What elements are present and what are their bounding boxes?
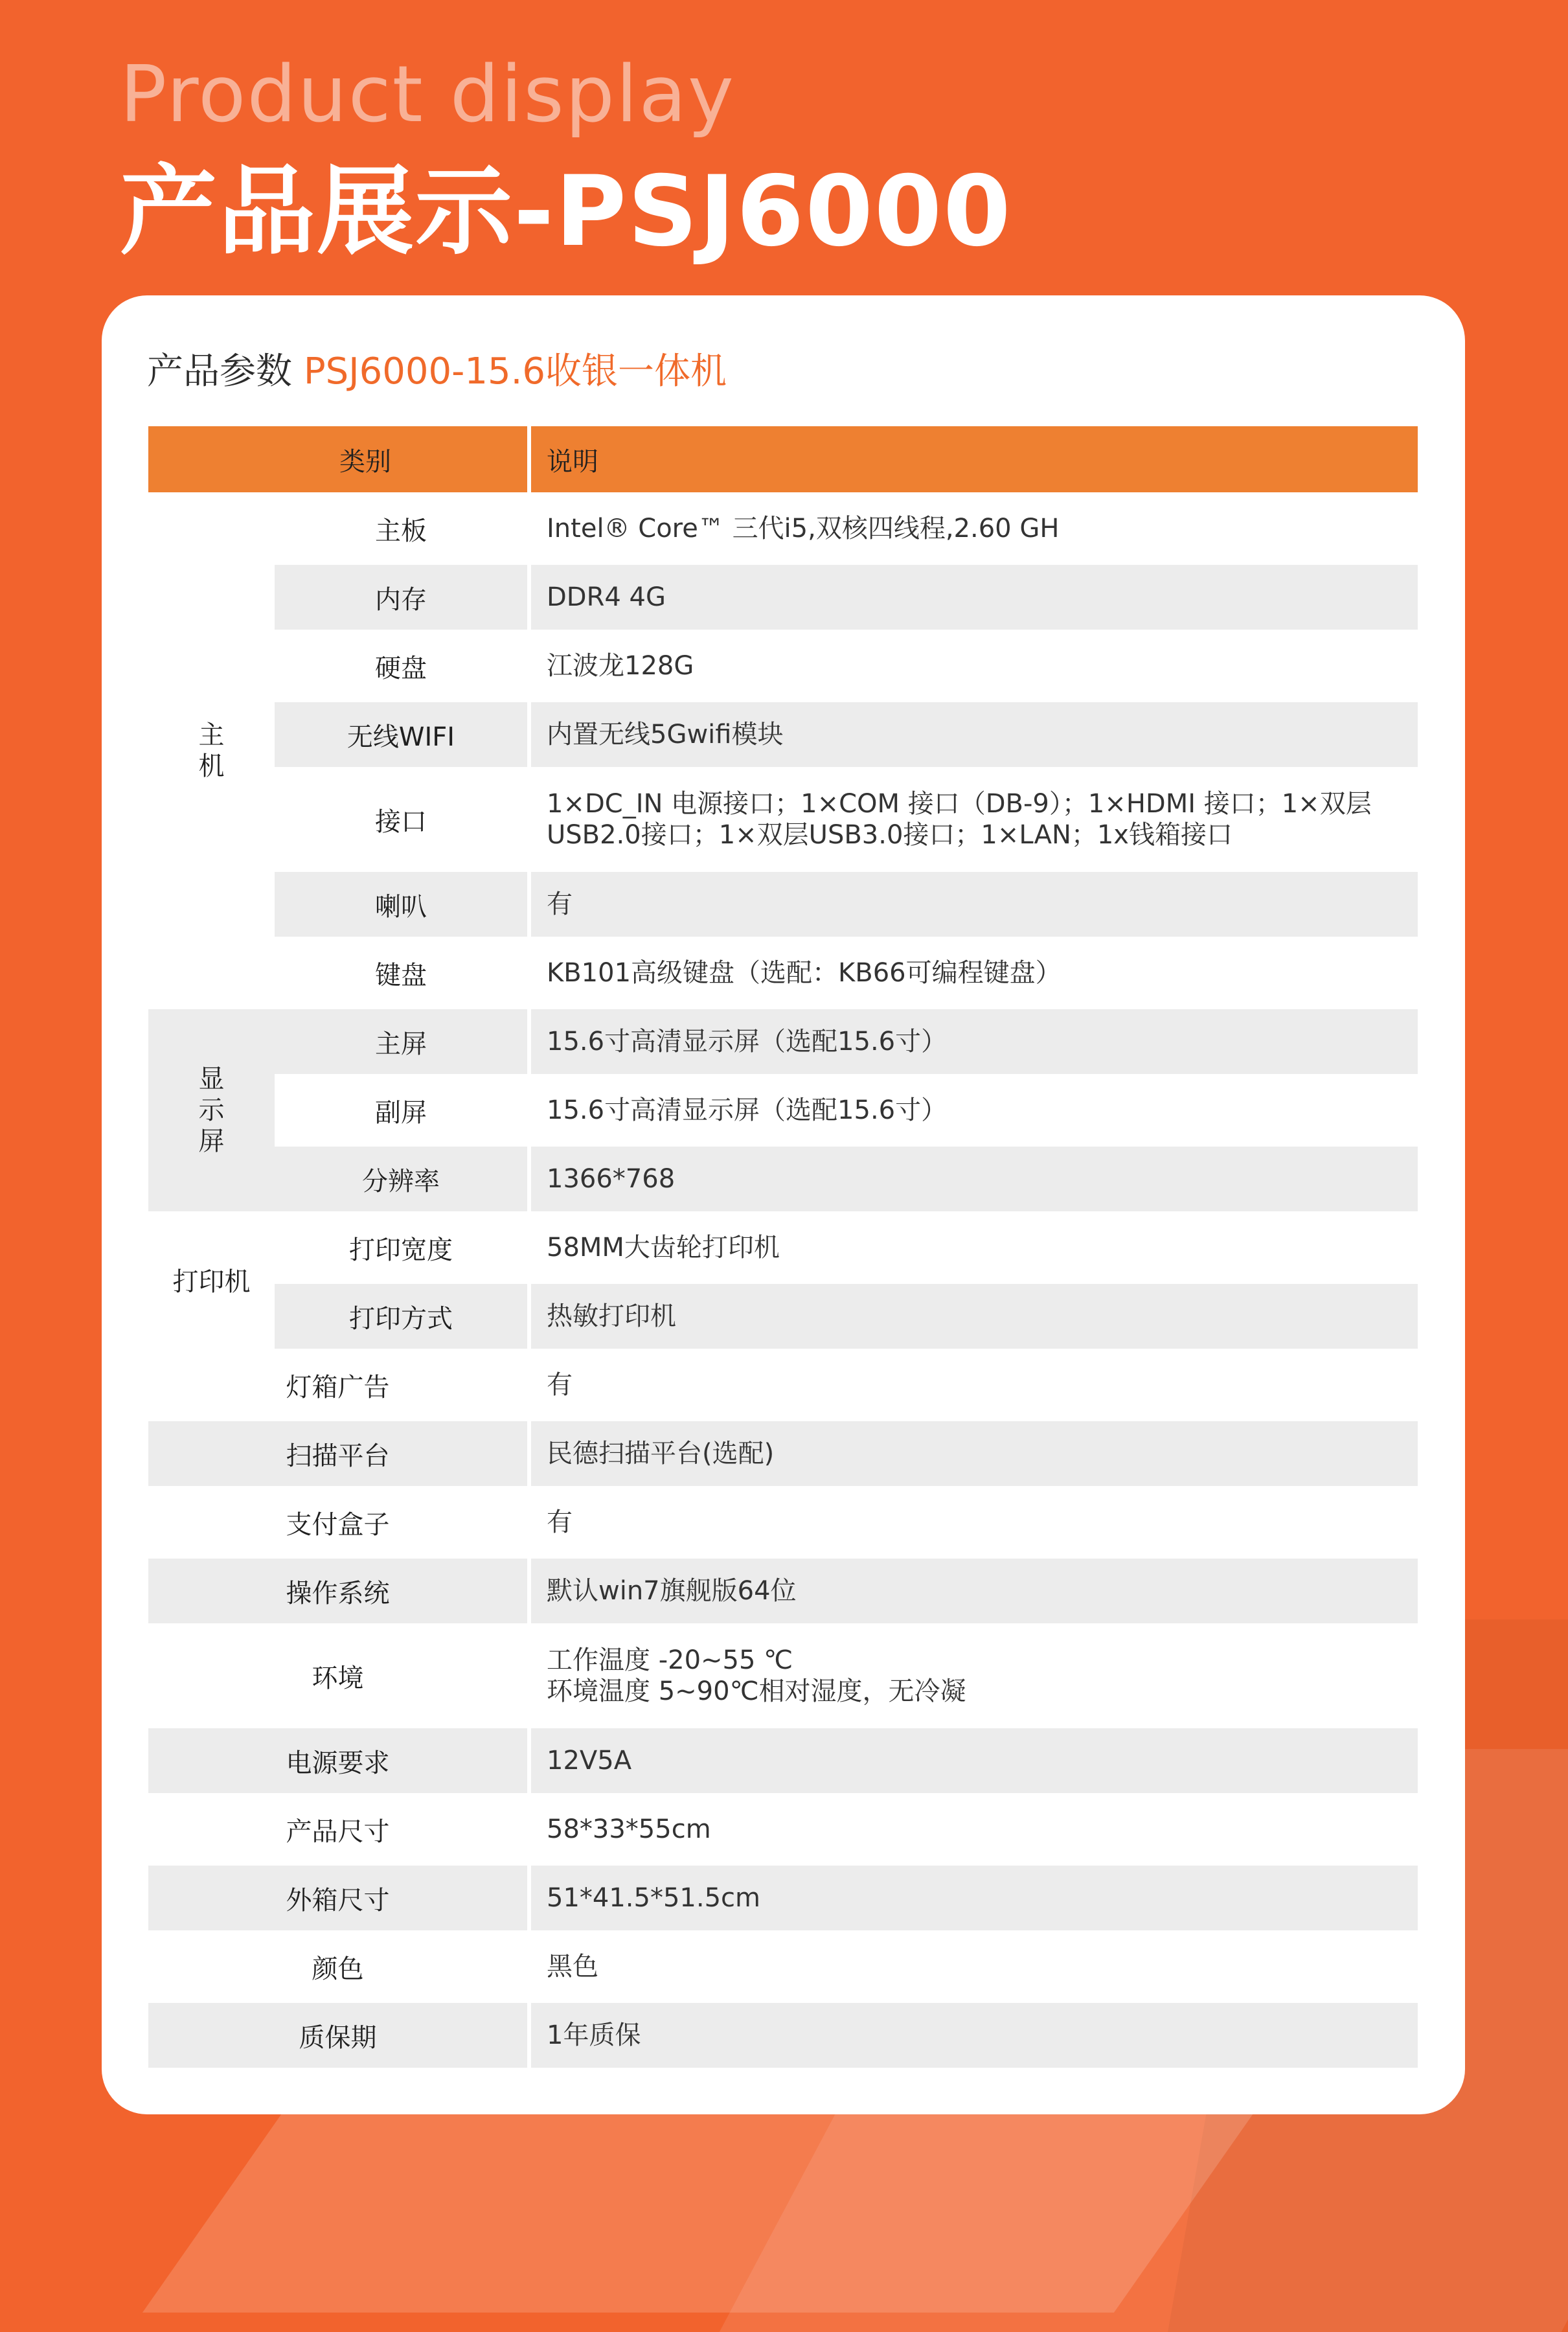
table-row (148, 1421, 1418, 1486)
row-description: 51*41.5*51.5cm (527, 1866, 1418, 1930)
row-subcategory: 主板 (375, 516, 427, 546)
row-description: 1年质保 (527, 2003, 1418, 2068)
row-description: Intel® Core™ 三代i5,双核四线程,2.60 GH (527, 496, 1418, 561)
row-description: 有 (527, 872, 1418, 937)
row-description: DDR4 4G (527, 565, 1418, 630)
header-category: 类别 (148, 426, 527, 492)
row-description: 黑色 (527, 1934, 1418, 1999)
table-row (148, 1147, 1418, 1211)
group-host: 主机 (198, 720, 225, 781)
row-description: 有 (527, 1353, 1418, 1417)
table-row (148, 496, 1418, 561)
english-title: Product display (120, 50, 735, 140)
row-category: 环境 (312, 1663, 364, 1693)
table-row (148, 634, 1418, 698)
row-category: 颜色 (312, 1954, 364, 1984)
row-category: 质保期 (148, 2003, 527, 2068)
group-printer: 打印机 (172, 1267, 251, 1297)
spec-card (102, 295, 1465, 2114)
section-title-label: 产品参数 (147, 350, 292, 393)
row-description-line: 工作温度 -20~55 ℃ (547, 1645, 793, 1675)
row-description-line: 环境温度 5~90℃相对湿度，无冷凝 (547, 1676, 966, 1706)
row-category: 电源要求 (148, 1728, 527, 1793)
table-row (148, 1215, 1418, 1280)
table-row (148, 1353, 1418, 1417)
table-row (148, 2003, 1418, 2068)
header-description: 说明 (527, 426, 1418, 492)
table-row (148, 1934, 1418, 1999)
row-description: 15.6寸高清显示屏（选配15.6寸） (527, 1009, 1418, 1074)
table-row (148, 771, 1418, 868)
spec-table (148, 422, 1418, 2072)
row-description: 12V5A (527, 1728, 1418, 1793)
row-description: 内置无线5Gwifi模块 (527, 702, 1418, 767)
table-row (148, 1797, 1418, 1862)
row-subcategory: 喇叭 (275, 872, 527, 937)
row-subcategory: 分辨率 (275, 1147, 527, 1211)
section-title (147, 346, 727, 398)
table-row (148, 1490, 1418, 1555)
table-row (148, 941, 1418, 1005)
table-row (148, 1627, 1418, 1724)
group-display: 显示屏 (148, 1009, 275, 1211)
row-description: 热敏打印机 (527, 1284, 1418, 1349)
table-row (148, 872, 1418, 937)
row-description: 1366*768 (527, 1147, 1418, 1211)
table-row (148, 1009, 1418, 1074)
row-category: 扫描平台 (148, 1421, 527, 1486)
table-row (148, 565, 1418, 630)
row-description: 有 (527, 1490, 1418, 1555)
section-title-model: PSJ6000-15.6收银一体机 (303, 350, 727, 393)
row-description: 58*33*55cm (527, 1797, 1418, 1862)
row-subcategory: 内存 (275, 565, 527, 630)
row-subcategory: 副屏 (375, 1097, 427, 1128)
row-subcategory: 接口 (375, 806, 427, 837)
row-category: 外箱尺寸 (148, 1866, 527, 1930)
row-subcategory: 主屏 (275, 1009, 527, 1074)
table-header-row (148, 426, 1418, 492)
row-description (527, 1627, 1418, 1724)
page-title: 产品展示-PSJ6000 (120, 155, 1012, 268)
table-row (148, 1284, 1418, 1349)
row-category: 产品尺寸 (286, 1816, 390, 1847)
table-row (148, 1728, 1418, 1793)
table-row (148, 1559, 1418, 1623)
row-category: 灯箱广告 (286, 1372, 390, 1402)
table-row (148, 1866, 1418, 1930)
row-description: 江波龙128G (527, 634, 1418, 698)
row-description: 默认win7旗舰版64位 (527, 1559, 1418, 1623)
row-description: 1×DC_IN 电源接口；1×COM 接口（DB-9）；1×HDMI 接口；1×双层USB2.0接口；1×双层USB3.0接口；1×LAN；1x钱箱接口 (527, 771, 1418, 868)
row-category: 操作系统 (148, 1559, 527, 1623)
row-subcategory: 打印方式 (275, 1284, 527, 1349)
row-subcategory: 键盘 (375, 960, 427, 990)
row-subcategory: 无线WIFI (275, 702, 527, 767)
row-description: 15.6寸高清显示屏（选配15.6寸） (527, 1078, 1418, 1143)
table-row (148, 702, 1418, 767)
row-subcategory: 打印宽度 (349, 1235, 453, 1265)
row-category: 支付盒子 (286, 1509, 390, 1540)
row-description: 民德扫描平台(选配) (527, 1421, 1418, 1486)
row-description: 58MM大齿轮打印机 (527, 1215, 1418, 1280)
row-subcategory: 硬盘 (375, 653, 427, 683)
row-description: KB101高级键盘（选配：KB66可编程键盘） (527, 941, 1418, 1005)
table-row (148, 1078, 1418, 1143)
